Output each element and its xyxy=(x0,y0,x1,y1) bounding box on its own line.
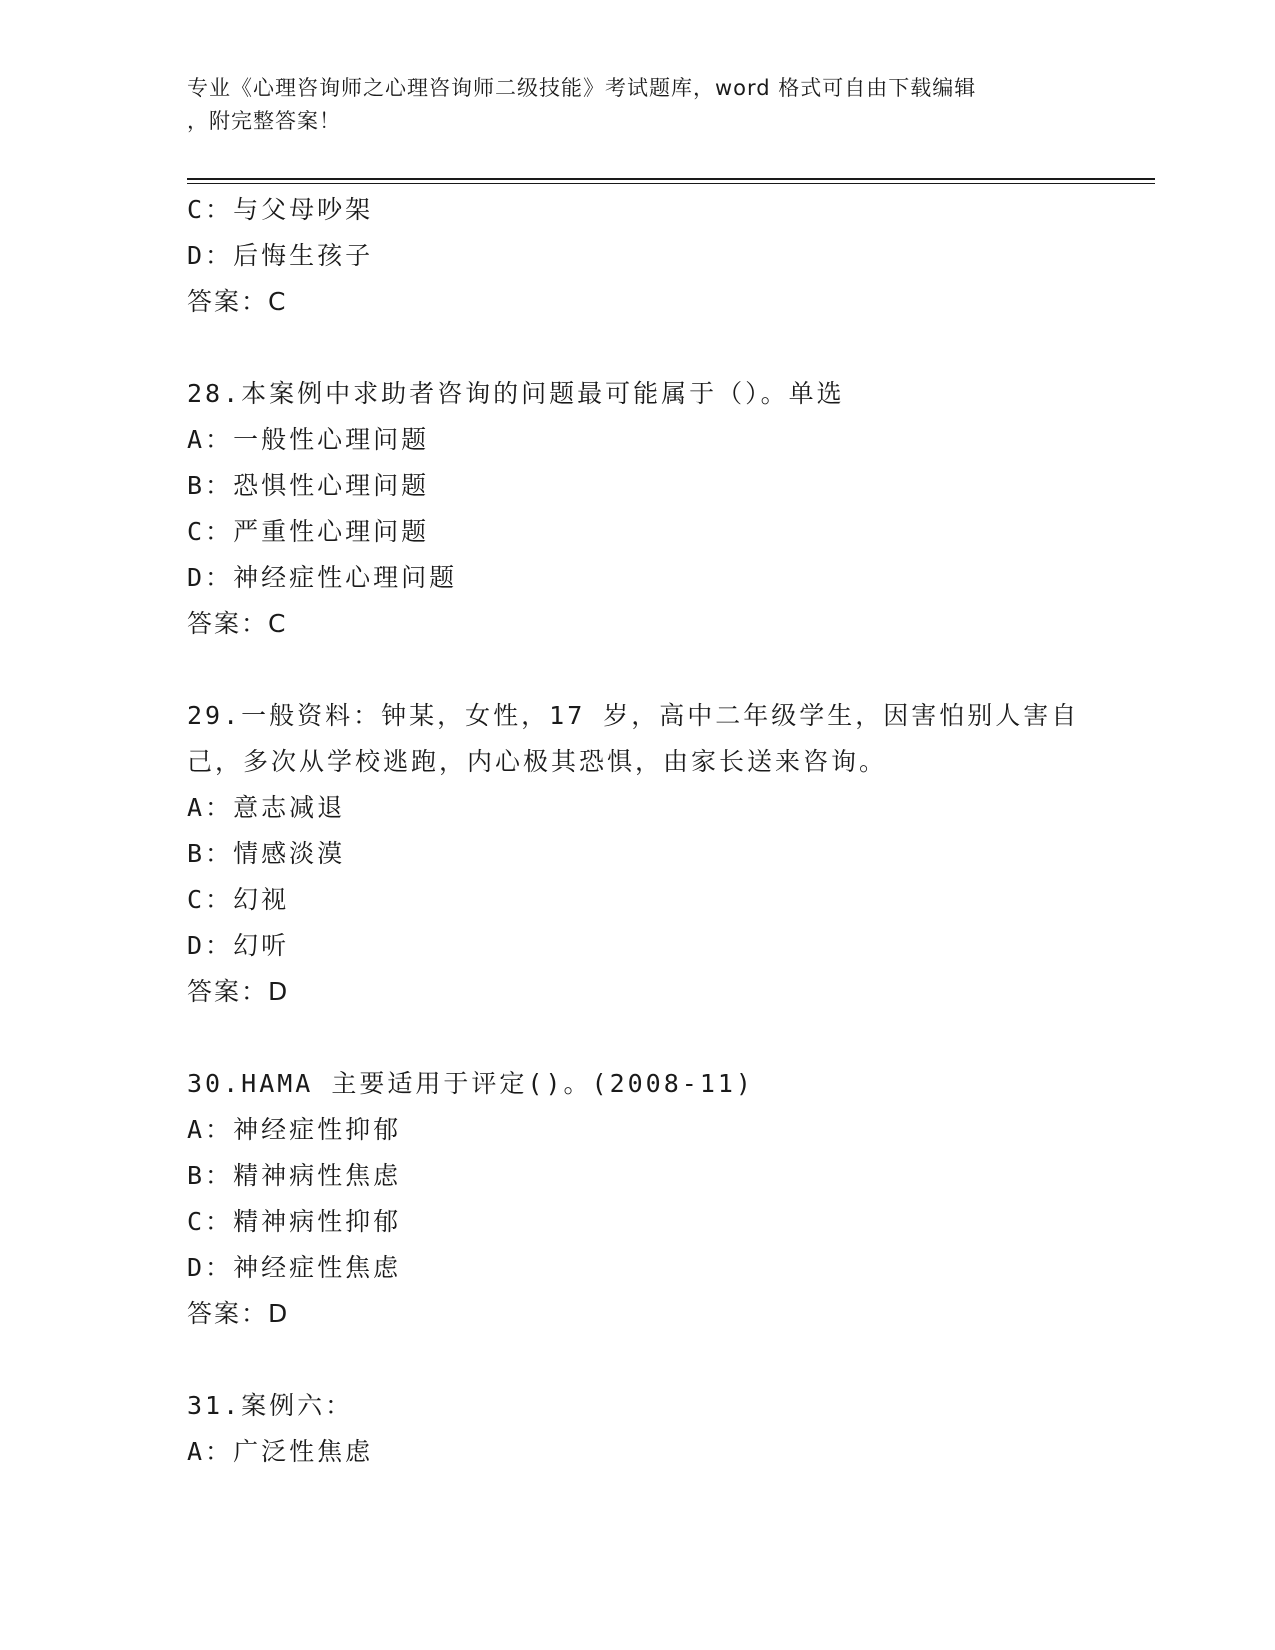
question-stem-line-1: 29.一般资料：钟某，女性，17 岁，高中二年级学生，因害怕别人害自 xyxy=(187,701,1080,730)
option-a: A：意志减退 xyxy=(187,793,346,822)
answer-line: 答案：D xyxy=(187,1299,290,1328)
document-body xyxy=(187,187,1117,1475)
option-c: C：精神病性抑郁 xyxy=(187,1207,402,1236)
question-stem: 28.本案例中求助者咨询的问题最可能属于（）。单选 xyxy=(187,379,845,408)
question-stem-line-2: 己，多次从学校逃跑，内心极其恐惧，由家长送来咨询。 xyxy=(187,747,888,776)
answer-line: 答案：C xyxy=(187,609,288,638)
option-d: D：幻听 xyxy=(187,931,290,960)
answer-line: 答案：D xyxy=(187,977,290,1006)
question-stem: 30.HAMA 主要适用于评定()。(2008-11) xyxy=(187,1069,754,1098)
option-b: B：恐惧性心理问题 xyxy=(187,471,430,500)
option-b: B：情感淡漠 xyxy=(187,839,346,868)
option-d: D：神经症性心理问题 xyxy=(187,563,458,592)
option-d: D：神经症性焦虑 xyxy=(187,1253,402,1282)
header-title-line-1: 专业《心理咨询师之心理咨询师二级技能》考试题库，word 格式可自由下载编辑 xyxy=(187,76,977,100)
header-rule-thick xyxy=(187,178,1155,180)
option-c: C：与父母吵架 xyxy=(187,195,374,224)
header-rule-thin xyxy=(187,183,1155,184)
answer-line: 答案：C xyxy=(187,287,288,316)
option-b: B：精神病性焦虑 xyxy=(187,1161,402,1190)
option-a: A：神经症性抑郁 xyxy=(187,1115,402,1144)
header-title-line-2: ，附完整答案！ xyxy=(187,109,341,133)
question-stem: 31.案例六： xyxy=(187,1391,354,1420)
option-c: C：严重性心理问题 xyxy=(187,517,430,546)
option-d: D：后悔生孩子 xyxy=(187,241,374,270)
option-a: A：广泛性焦虑 xyxy=(187,1437,374,1466)
option-c: C：幻视 xyxy=(187,885,290,914)
option-a: A：一般性心理问题 xyxy=(187,425,430,454)
document-header xyxy=(187,72,1087,138)
